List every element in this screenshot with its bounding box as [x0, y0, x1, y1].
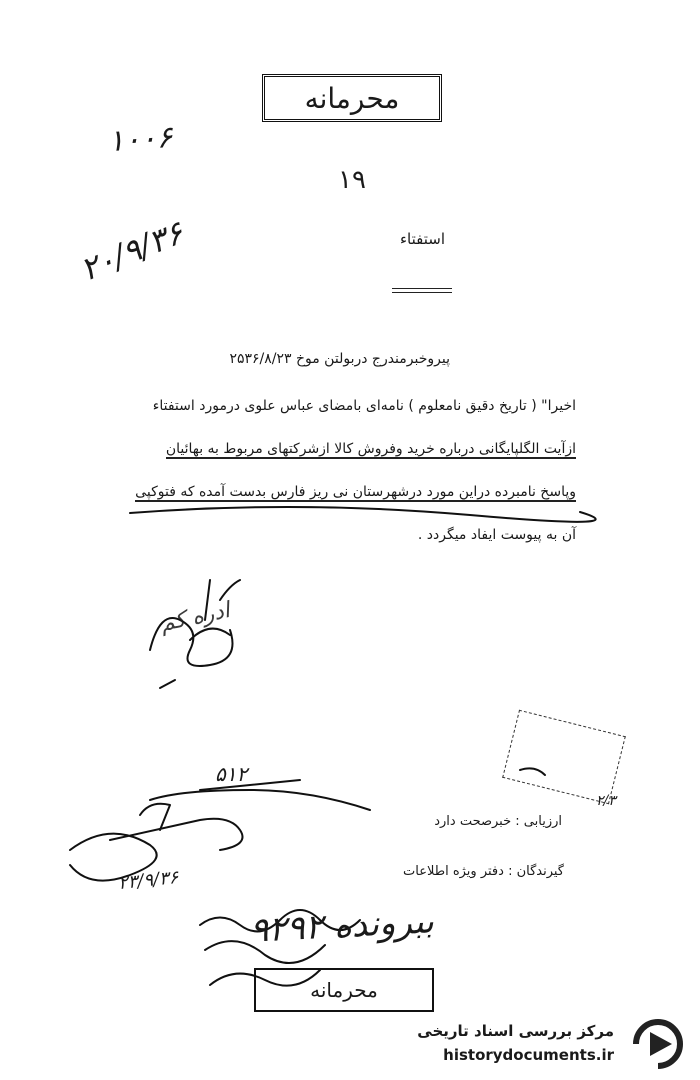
- body-line-4: آن به پیوست ایفاد میگردد .: [417, 527, 576, 543]
- evaluation-note: ارزیابی : خبرصحت دارد: [434, 814, 562, 829]
- classification-label: محرمانه: [304, 81, 400, 115]
- margin-number: ۵۱۲: [215, 762, 248, 786]
- org-logo-icon: [628, 1016, 688, 1072]
- handwritten-note-text: ادره کم: [158, 597, 233, 638]
- stamp-note: ۲/۳: [596, 793, 616, 809]
- underline-stroke: [130, 507, 596, 522]
- body-line-2: ازآیت الگلپایگانی درباره خرید وفروش کالا ازشرکتهای مربوط به بهائیان: [165, 441, 576, 457]
- registration-number: ببرونده ۹۲۹۲: [249, 901, 435, 951]
- file-number: ۱۰۰۶: [106, 119, 174, 160]
- body-line-1: اخیرا" ( تاریخ دقیق نامعلوم ) نامه‌ای بامضای عباس علوی درمورد استفتاء: [152, 398, 576, 414]
- margin-date: ۲۳/۹/۳۶: [117, 866, 180, 895]
- bottom-classification-box: [254, 968, 434, 1012]
- body-line-3: وپاسخ نامبرده دراین مورد درشهرستان نی ریز فارس بدست آمده که فتوکپی: [135, 484, 576, 500]
- bottom-classification-label: محرمانه: [310, 978, 378, 1002]
- page-number: ۱۹: [338, 165, 366, 195]
- website-url: historydocuments.ir: [443, 1046, 614, 1064]
- signature-1: [70, 790, 370, 881]
- handwritten-date: ۲۰/۹/۳۶: [74, 213, 189, 289]
- subject-heading: استفتاء: [400, 230, 445, 248]
- org-name: مرکز بررسی اسناد تاریخی: [417, 1022, 614, 1040]
- body-line-reference: پیروخبرمندرج دربولتن موخ ۲۵۳۶/۸/۲۳: [229, 351, 450, 367]
- recipients-note: گیرندگان : دفتر ویژه اطلاعات: [403, 864, 564, 879]
